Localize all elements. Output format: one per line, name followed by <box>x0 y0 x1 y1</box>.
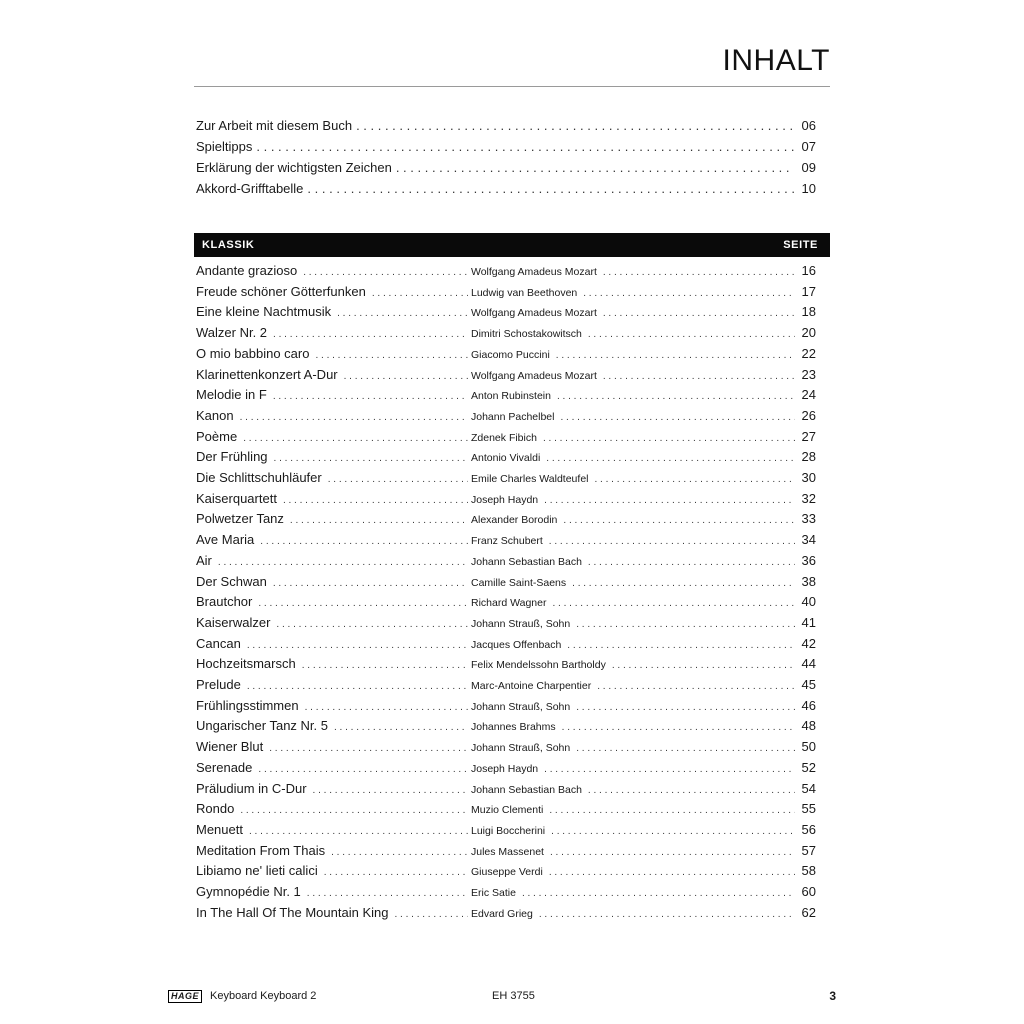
leader-dots <box>396 160 794 175</box>
work-page: 34 <box>801 532 816 548</box>
leader-dots <box>302 656 468 671</box>
leader-dots <box>256 139 794 154</box>
work-entry <box>196 718 816 738</box>
work-entry <box>196 304 816 324</box>
leader-dots <box>583 287 795 299</box>
work-entry <box>196 636 816 656</box>
leader-dots <box>337 304 468 319</box>
work-page: 46 <box>801 697 816 713</box>
leader-dots <box>603 266 795 278</box>
leader-dots <box>240 408 468 423</box>
composer-name: Antonio Vivaldi <box>471 452 541 465</box>
composer-name: Wolfgang Amadeus Mozart <box>471 266 597 278</box>
work-title: Kaiserwalzer <box>196 614 271 630</box>
composer-name: Edvard Grieg <box>471 907 533 920</box>
work-title: Kaiserquartett <box>196 490 277 506</box>
work-page: 40 <box>801 594 816 610</box>
leader-dots <box>560 411 795 423</box>
composer-name: Giuseppe Verdi <box>471 866 543 879</box>
work-entry <box>196 801 816 821</box>
work-page: 33 <box>801 511 816 527</box>
composer-name: Camille Saint-Saens <box>471 576 567 589</box>
toc-entry-page: 09 <box>801 160 816 175</box>
composer-name: Johann Strauß, Sohn <box>471 742 571 755</box>
leader-dots <box>305 698 468 713</box>
work-entry <box>196 553 816 573</box>
leader-dots <box>539 908 795 920</box>
composer-name: Joseph Haydn <box>471 493 539 506</box>
toc-entry <box>196 139 816 159</box>
leader-dots <box>612 659 795 671</box>
work-entry <box>196 491 816 511</box>
work-entry <box>196 408 816 428</box>
section-page-label: SEITE <box>783 239 818 251</box>
page-number: 3 <box>829 989 836 1003</box>
toc-entry-page: 07 <box>801 139 816 154</box>
work-title: Die Schlittschuhläufer <box>196 470 322 485</box>
leader-dots <box>273 387 468 402</box>
composer-name: Jacques Offenbach <box>471 638 562 651</box>
work-page: 44 <box>801 656 816 672</box>
publisher-logo: HAGE <box>168 990 202 1003</box>
leader-dots <box>258 594 468 609</box>
leader-dots <box>274 449 468 464</box>
leader-dots <box>603 370 795 382</box>
leader-dots <box>572 577 795 589</box>
composer-name: Richard Wagner <box>471 597 547 610</box>
work-title: Prelude <box>196 677 241 692</box>
work-entry <box>196 511 816 531</box>
composer-name: Wolfgang Amadeus Mozart <box>471 369 597 382</box>
leader-dots <box>588 328 795 340</box>
composer-name: Muzio Clementi <box>471 804 544 817</box>
work-title: Polwetzer Tanz <box>196 511 284 527</box>
work-title: Air <box>196 552 212 568</box>
leader-dots <box>522 887 795 899</box>
toc-entry-title: Erklärung der wichtigsten Zeichen <box>196 160 392 175</box>
leader-dots <box>588 784 795 796</box>
leader-dots <box>549 866 795 878</box>
work-page: 42 <box>801 635 816 651</box>
leader-dots <box>273 574 468 589</box>
leader-dots <box>543 432 795 444</box>
page-title: INHALT <box>722 44 830 77</box>
work-page: 41 <box>801 614 816 630</box>
work-page: 62 <box>801 904 816 920</box>
leader-dots <box>550 846 795 858</box>
leader-dots <box>247 677 468 692</box>
work-page: 23 <box>801 366 816 382</box>
leader-dots <box>315 346 468 361</box>
work-page: 60 <box>801 884 816 899</box>
leader-dots <box>576 701 795 713</box>
leader-dots <box>544 763 795 775</box>
leader-dots <box>603 307 795 319</box>
leader-dots <box>546 452 795 464</box>
leader-dots <box>563 514 795 526</box>
work-page: 28 <box>801 449 816 465</box>
leader-dots <box>372 284 468 299</box>
toc-entry-page: 10 <box>801 181 816 196</box>
work-title: Poème <box>196 428 238 444</box>
leader-dots <box>331 843 468 858</box>
leader-dots <box>544 494 795 506</box>
leader-dots <box>562 721 795 733</box>
leader-dots <box>269 739 468 754</box>
leader-dots <box>307 181 794 196</box>
section-label: KLASSIK <box>202 239 255 251</box>
work-title: Meditation From Thais <box>196 842 326 858</box>
work-title: Hochzeitsmarsch <box>196 656 296 672</box>
work-title: Kanon <box>196 407 234 423</box>
composer-name: Johann Pachelbel <box>471 410 555 423</box>
work-title: Menuett <box>196 821 243 837</box>
work-title: Der Frühling <box>196 449 268 465</box>
leader-dots <box>334 718 468 733</box>
leader-dots <box>276 615 468 630</box>
work-page: 32 <box>801 490 816 506</box>
leader-dots <box>249 822 468 837</box>
work-page: 16 <box>801 263 816 278</box>
toc-entry-title: Akkord-Grifftabelle <box>196 181 304 196</box>
leader-dots <box>549 804 795 816</box>
leader-dots <box>283 491 468 506</box>
toc-entry <box>196 181 816 201</box>
composer-name: Wolfgang Amadeus Mozart <box>471 307 597 320</box>
composer-name: Luigi Boccherini <box>471 824 546 837</box>
work-page: 52 <box>801 759 816 775</box>
work-page: 22 <box>801 345 816 361</box>
composer-name: Dimitri Schostakowitsch <box>471 328 582 341</box>
composer-name: Johannes Brahms <box>471 721 556 734</box>
work-page: 45 <box>801 677 816 692</box>
leader-dots <box>588 556 795 568</box>
work-title: Melodie in F <box>196 387 267 403</box>
work-title: In The Hall Of The Mountain King <box>196 904 389 920</box>
work-entry <box>196 822 816 842</box>
work-page: 55 <box>801 801 816 817</box>
leader-dots <box>218 553 468 568</box>
work-page: 56 <box>801 821 816 837</box>
leader-dots <box>328 470 468 485</box>
composer-name: Johann Strauß, Sohn <box>471 617 571 630</box>
book-series-title: Keyboard Keyboard 2 <box>210 990 317 1002</box>
work-entry <box>196 367 816 387</box>
leader-dots <box>243 429 468 444</box>
work-title: Ave Maria <box>196 532 255 548</box>
leader-dots <box>356 118 794 133</box>
composer-name: Eric Satie <box>471 887 516 899</box>
composer-name: Emile Charles Waldteufel <box>471 473 589 485</box>
work-entry <box>196 263 816 283</box>
leader-dots <box>247 636 468 651</box>
work-title: O mio babbino caro <box>196 345 310 361</box>
work-entry <box>196 863 816 883</box>
composer-name: Felix Mendelssohn Bartholdy <box>471 659 606 672</box>
work-title: Präludium in C-Dur <box>196 780 307 796</box>
leader-dots <box>324 863 468 878</box>
work-entry <box>196 656 816 676</box>
toc-entry <box>196 118 816 138</box>
toc-entry <box>196 160 816 180</box>
work-page: 30 <box>801 470 816 485</box>
leader-dots <box>273 325 468 340</box>
work-page: 26 <box>801 407 816 423</box>
work-entry <box>196 905 816 925</box>
work-title: Eine kleine Nachtmusik <box>196 304 332 320</box>
work-title: Der Schwan <box>196 573 267 589</box>
leader-dots <box>552 597 795 609</box>
work-entry <box>196 346 816 366</box>
composer-name: Anton Rubinstein <box>471 390 551 403</box>
work-title: Wiener Blut <box>196 739 264 755</box>
leader-dots <box>556 349 795 361</box>
work-entry <box>196 677 816 697</box>
work-entry <box>196 532 816 552</box>
composer-name: Giacomo Puccini <box>471 348 550 361</box>
work-page: 57 <box>801 842 816 858</box>
leader-dots <box>549 535 795 547</box>
leader-dots <box>551 825 795 837</box>
composer-name: Jules Massenet <box>471 845 544 858</box>
work-page: 50 <box>801 739 816 755</box>
leader-dots <box>303 263 468 278</box>
work-entry <box>196 843 816 863</box>
work-page: 18 <box>801 304 816 320</box>
work-title: Klarinettenkonzert A-Dur <box>196 366 338 382</box>
work-entry <box>196 594 816 614</box>
leader-dots <box>313 781 468 796</box>
work-title: Gymnopédie Nr. 1 <box>196 884 301 899</box>
work-title: Ungarischer Tanz Nr. 5 <box>196 718 328 734</box>
leader-dots <box>260 532 468 547</box>
work-entry <box>196 470 816 490</box>
work-entry <box>196 429 816 449</box>
work-page: 17 <box>801 283 816 299</box>
section-header-bar <box>194 233 830 257</box>
work-entry <box>196 739 816 759</box>
work-title: Brautchor <box>196 594 253 610</box>
leader-dots <box>576 742 795 754</box>
composer-name: Franz Schubert <box>471 535 543 548</box>
toc-entry-title: Zur Arbeit mit diesem Buch <box>196 118 353 133</box>
work-page: 48 <box>801 718 816 734</box>
leader-dots <box>258 760 468 775</box>
work-title: Libiamo ne' lieti calici <box>196 863 318 879</box>
toc-entry-page: 06 <box>801 118 816 133</box>
leader-dots <box>557 390 795 402</box>
work-entry <box>196 574 816 594</box>
work-title: Walzer Nr. 2 <box>196 325 268 341</box>
work-entry <box>196 387 816 407</box>
leader-dots <box>394 905 468 920</box>
toc-entry-title: Spieltipps <box>196 139 253 154</box>
leader-dots <box>595 473 796 485</box>
composer-name: Marc-Antoine Charpentier <box>471 680 592 692</box>
work-title: Rondo <box>196 801 235 817</box>
leader-dots <box>597 680 795 692</box>
work-entry <box>196 449 816 469</box>
leader-dots <box>344 367 468 382</box>
work-entry <box>196 698 816 718</box>
work-entry <box>196 325 816 345</box>
work-page: 54 <box>801 780 816 796</box>
work-entry <box>196 284 816 304</box>
work-entry <box>196 781 816 801</box>
work-title: Andante grazioso <box>196 263 298 278</box>
work-title: Freude schöner Götterfunken <box>196 283 366 299</box>
leader-dots <box>240 801 468 816</box>
page-footer <box>168 987 836 1005</box>
work-entry <box>196 615 816 635</box>
composer-name: Johann Strauß, Sohn <box>471 700 571 713</box>
composer-name: Johann Sebastian Bach <box>471 783 582 796</box>
leader-dots <box>567 639 795 651</box>
leader-dots <box>307 884 468 899</box>
composer-name: Zdenek Fibich <box>471 431 537 444</box>
work-page: 36 <box>801 552 816 568</box>
composer-name: Ludwig van Beethoven <box>471 286 578 299</box>
work-entry <box>196 760 816 780</box>
leader-dots <box>576 618 795 630</box>
composer-name: Johann Sebastian Bach <box>471 555 582 568</box>
title-divider <box>194 86 830 87</box>
composer-name: Alexander Borodin <box>471 514 558 527</box>
work-title: Frühlingsstimmen <box>196 697 299 713</box>
work-title: Cancan <box>196 635 241 651</box>
work-page: 20 <box>801 325 816 341</box>
edition-code: EH 3755 <box>492 990 535 1002</box>
work-page: 24 <box>801 387 816 403</box>
work-title: Serenade <box>196 759 253 775</box>
leader-dots <box>290 511 468 526</box>
composer-name: Joseph Haydn <box>471 762 539 775</box>
work-page: 27 <box>801 428 816 444</box>
work-page: 38 <box>801 573 816 589</box>
work-entry <box>196 884 816 904</box>
work-page: 58 <box>801 863 816 879</box>
